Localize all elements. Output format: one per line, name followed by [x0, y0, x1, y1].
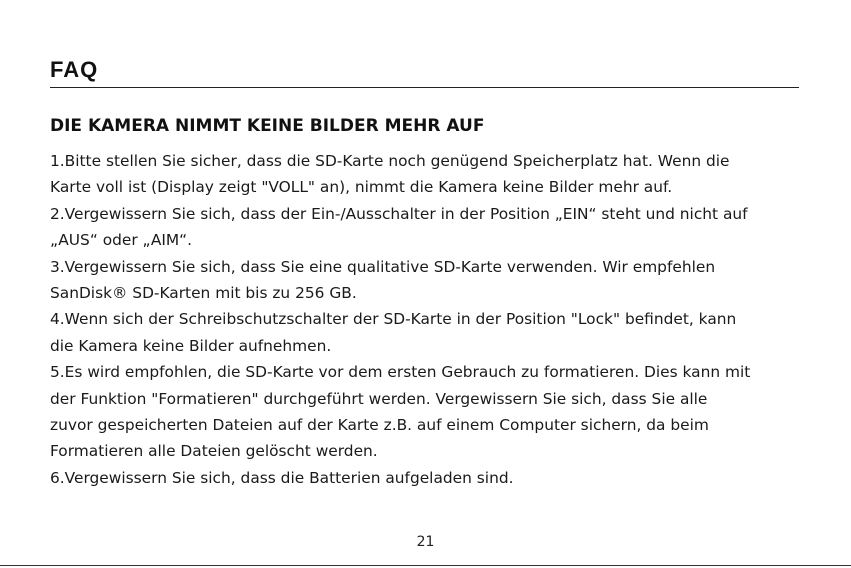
text-line: Karte voll ist (Display zeigt "VOLL" an), nimmt die Kamera keine Bilder mehr auf.	[50, 178, 673, 197]
text-line: 5.Es wird empfohlen, die SD-Karte vor dem ersten Gebrauch zu formatieren. Dies kann mit	[50, 363, 751, 382]
page-number: 21	[416, 534, 435, 550]
text-line: 4.Wenn sich der Schreibschutzschalter der SD-Karte in der Position "Lock" befindet, kann	[50, 310, 737, 329]
text-line: „AUS“ oder „AIM“.	[50, 231, 193, 250]
page-title: FAQ	[50, 57, 99, 82]
text-line: der Funktion "Formatieren" durchgeführt werden. Vergewissern Sie sich, dass Sie alle	[50, 389, 708, 408]
text-line: Formatieren alle Dateien gelöscht werden.	[50, 442, 378, 461]
text-line: 2.Vergewissern Sie sich, dass der Ein-/Ausschalter in der Position „EIN“ steht und nicht auf	[50, 204, 748, 223]
text-line: 3.Vergewissern Sie sich, dass Sie eine qualitative SD-Karte verwenden. Wir empfehlen	[50, 257, 716, 276]
section-heading: DIE KAMERA NIMMT KEINE BILDER MEHR AUF	[50, 116, 485, 136]
text-line: 6.Vergewissern Sie sich, dass die Batterien aufgeladen sind.	[50, 468, 514, 487]
text-line: zuvor gespeicherten Dateien auf der Karte z.B. auf einem Computer sichern, da beim	[50, 416, 709, 435]
text-line: 1.Bitte stellen Sie sicher, dass die SD-Karte noch genügend Speicherplatz hat. Wenn die	[50, 152, 730, 170]
text-line: die Kamera keine Bilder aufnehmen.	[50, 336, 332, 355]
footer-divider	[0, 565, 851, 566]
title-divider	[50, 87, 799, 88]
faq-text-block	[50, 148, 800, 491]
text-line: SanDisk® SD-Karten mit bis zu 256 GB.	[50, 284, 357, 303]
